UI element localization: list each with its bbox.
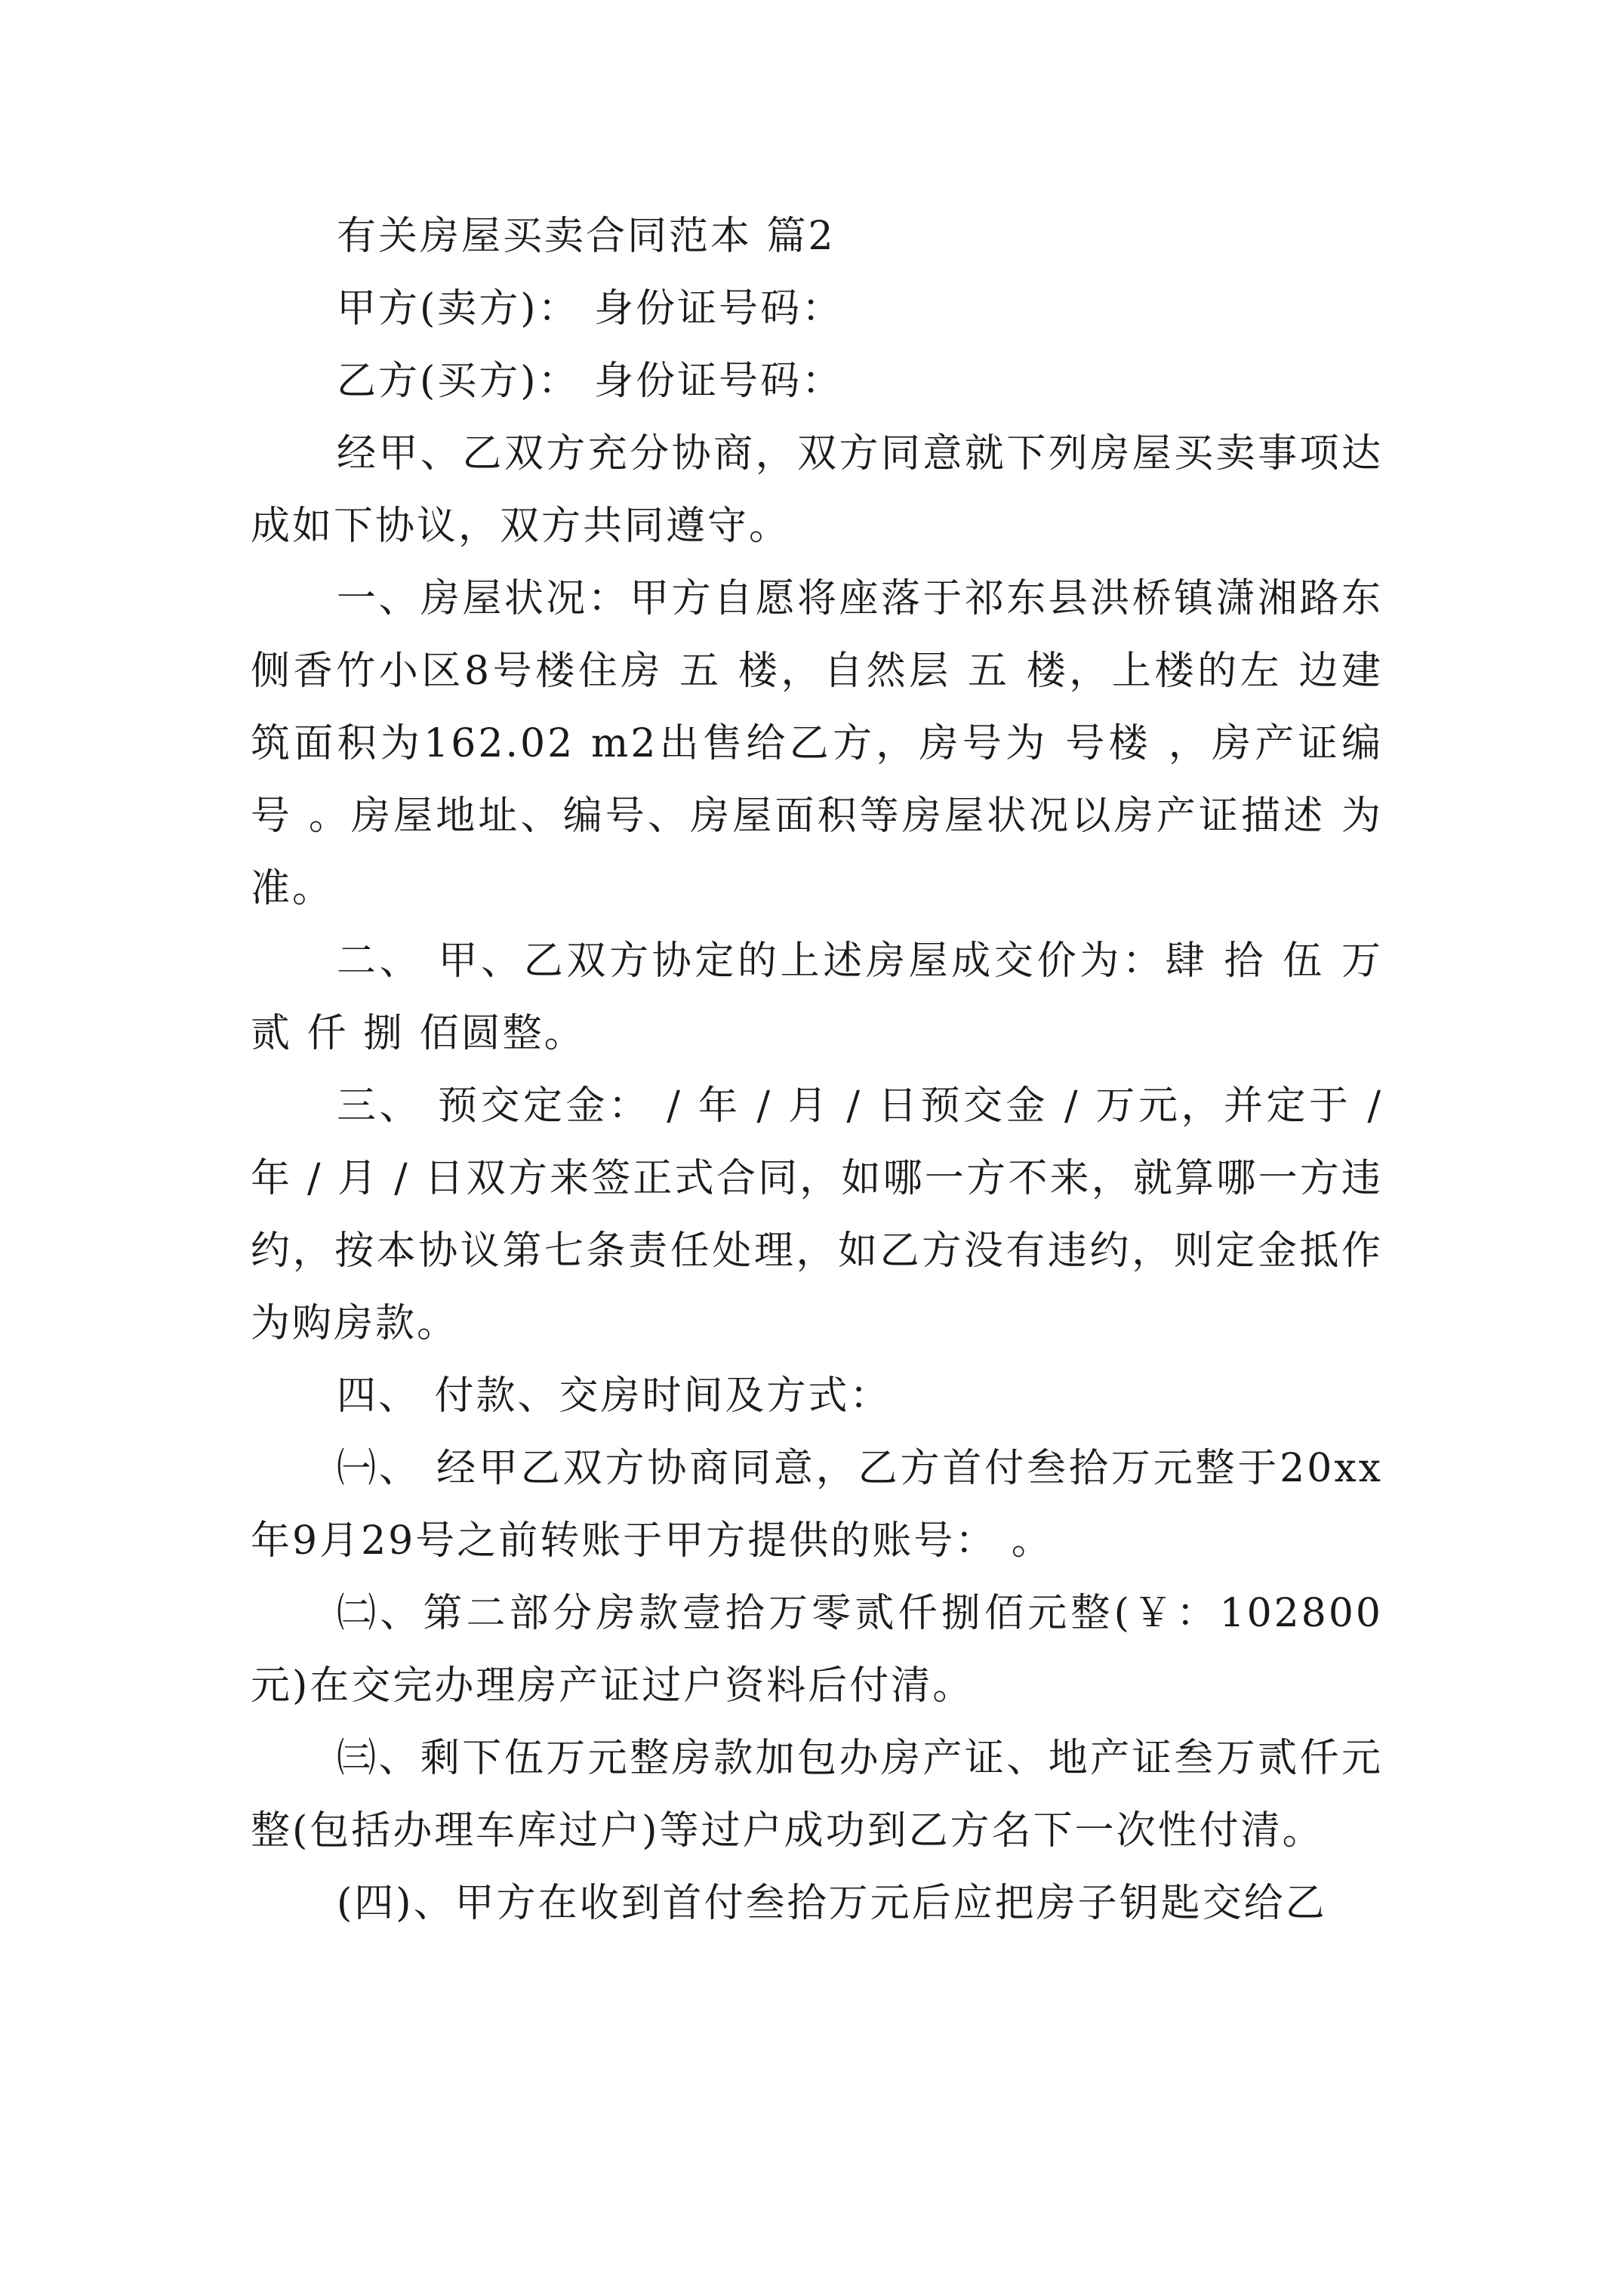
document-title: 有关房屋买卖合同范本 篇2	[337, 214, 836, 259]
clause-4-heading: 四、 付款、交房时间及方式：	[337, 1373, 892, 1419]
clause-4-item-3: ㈢、剩下伍万元整房款加包办房产证、地产证叁万贰仟元整(包括办理车库过户)等过户成功到乙方名下一次性付清。	[251, 1736, 1383, 1854]
clause-4-item-1: ㈠、 经甲乙双方协商同意，乙方首付叁拾万元整于20xx年9月29号之前转账于甲方提供的账号： 。	[251, 1446, 1383, 1564]
party-b-line: 乙方(买方)： 身份证号码：	[337, 359, 844, 404]
clause-4-item-4: (四)、甲方在收到首付叁拾万元后应把房子钥匙交给乙	[337, 1881, 1327, 1926]
clause-3-deposit: 三、 预交定金： / 年 / 月 / 日预交金 / 万元，并定于 / 年 / 月 / 日双方来签正式合同，如哪一方不来，就算哪一方违约，按本协议第七条责任处理，如乙方没有违约，则定金抵作为购房款。	[251, 1083, 1383, 1346]
contract-body	[251, 200, 1383, 1940]
preamble-paragraph: 经甲、乙双方充分协商，双方同意就下列房屋买卖事项达成如下协议，双方共同遵守。	[251, 431, 1383, 549]
clause-4-item-2: ㈡、第二部分房款壹拾万零贰仟捌佰元整(￥：102800元)在交完办理房产证过户资料后付清。	[251, 1591, 1383, 1709]
clause-2-price: 二、 甲、乙双方协定的上述房屋成交价为：肆 拾 伍 万 贰 仟 捌 佰圆整。	[251, 938, 1383, 1056]
party-a-line: 甲方(卖方)： 身份证号码：	[337, 286, 844, 331]
clause-1-house-status: 一、房屋状况：甲方自愿将座落于祁东县洪桥镇潇湘路东侧香竹小区8号楼住房 五 楼，自然层 五 楼，上楼的左 边建筑面积为162.02 m2出售给乙方，房号为 号楼 ，房产证编号 。房屋地址、编号、房屋面积等房屋状况以房产证描述 为准。	[251, 576, 1383, 911]
